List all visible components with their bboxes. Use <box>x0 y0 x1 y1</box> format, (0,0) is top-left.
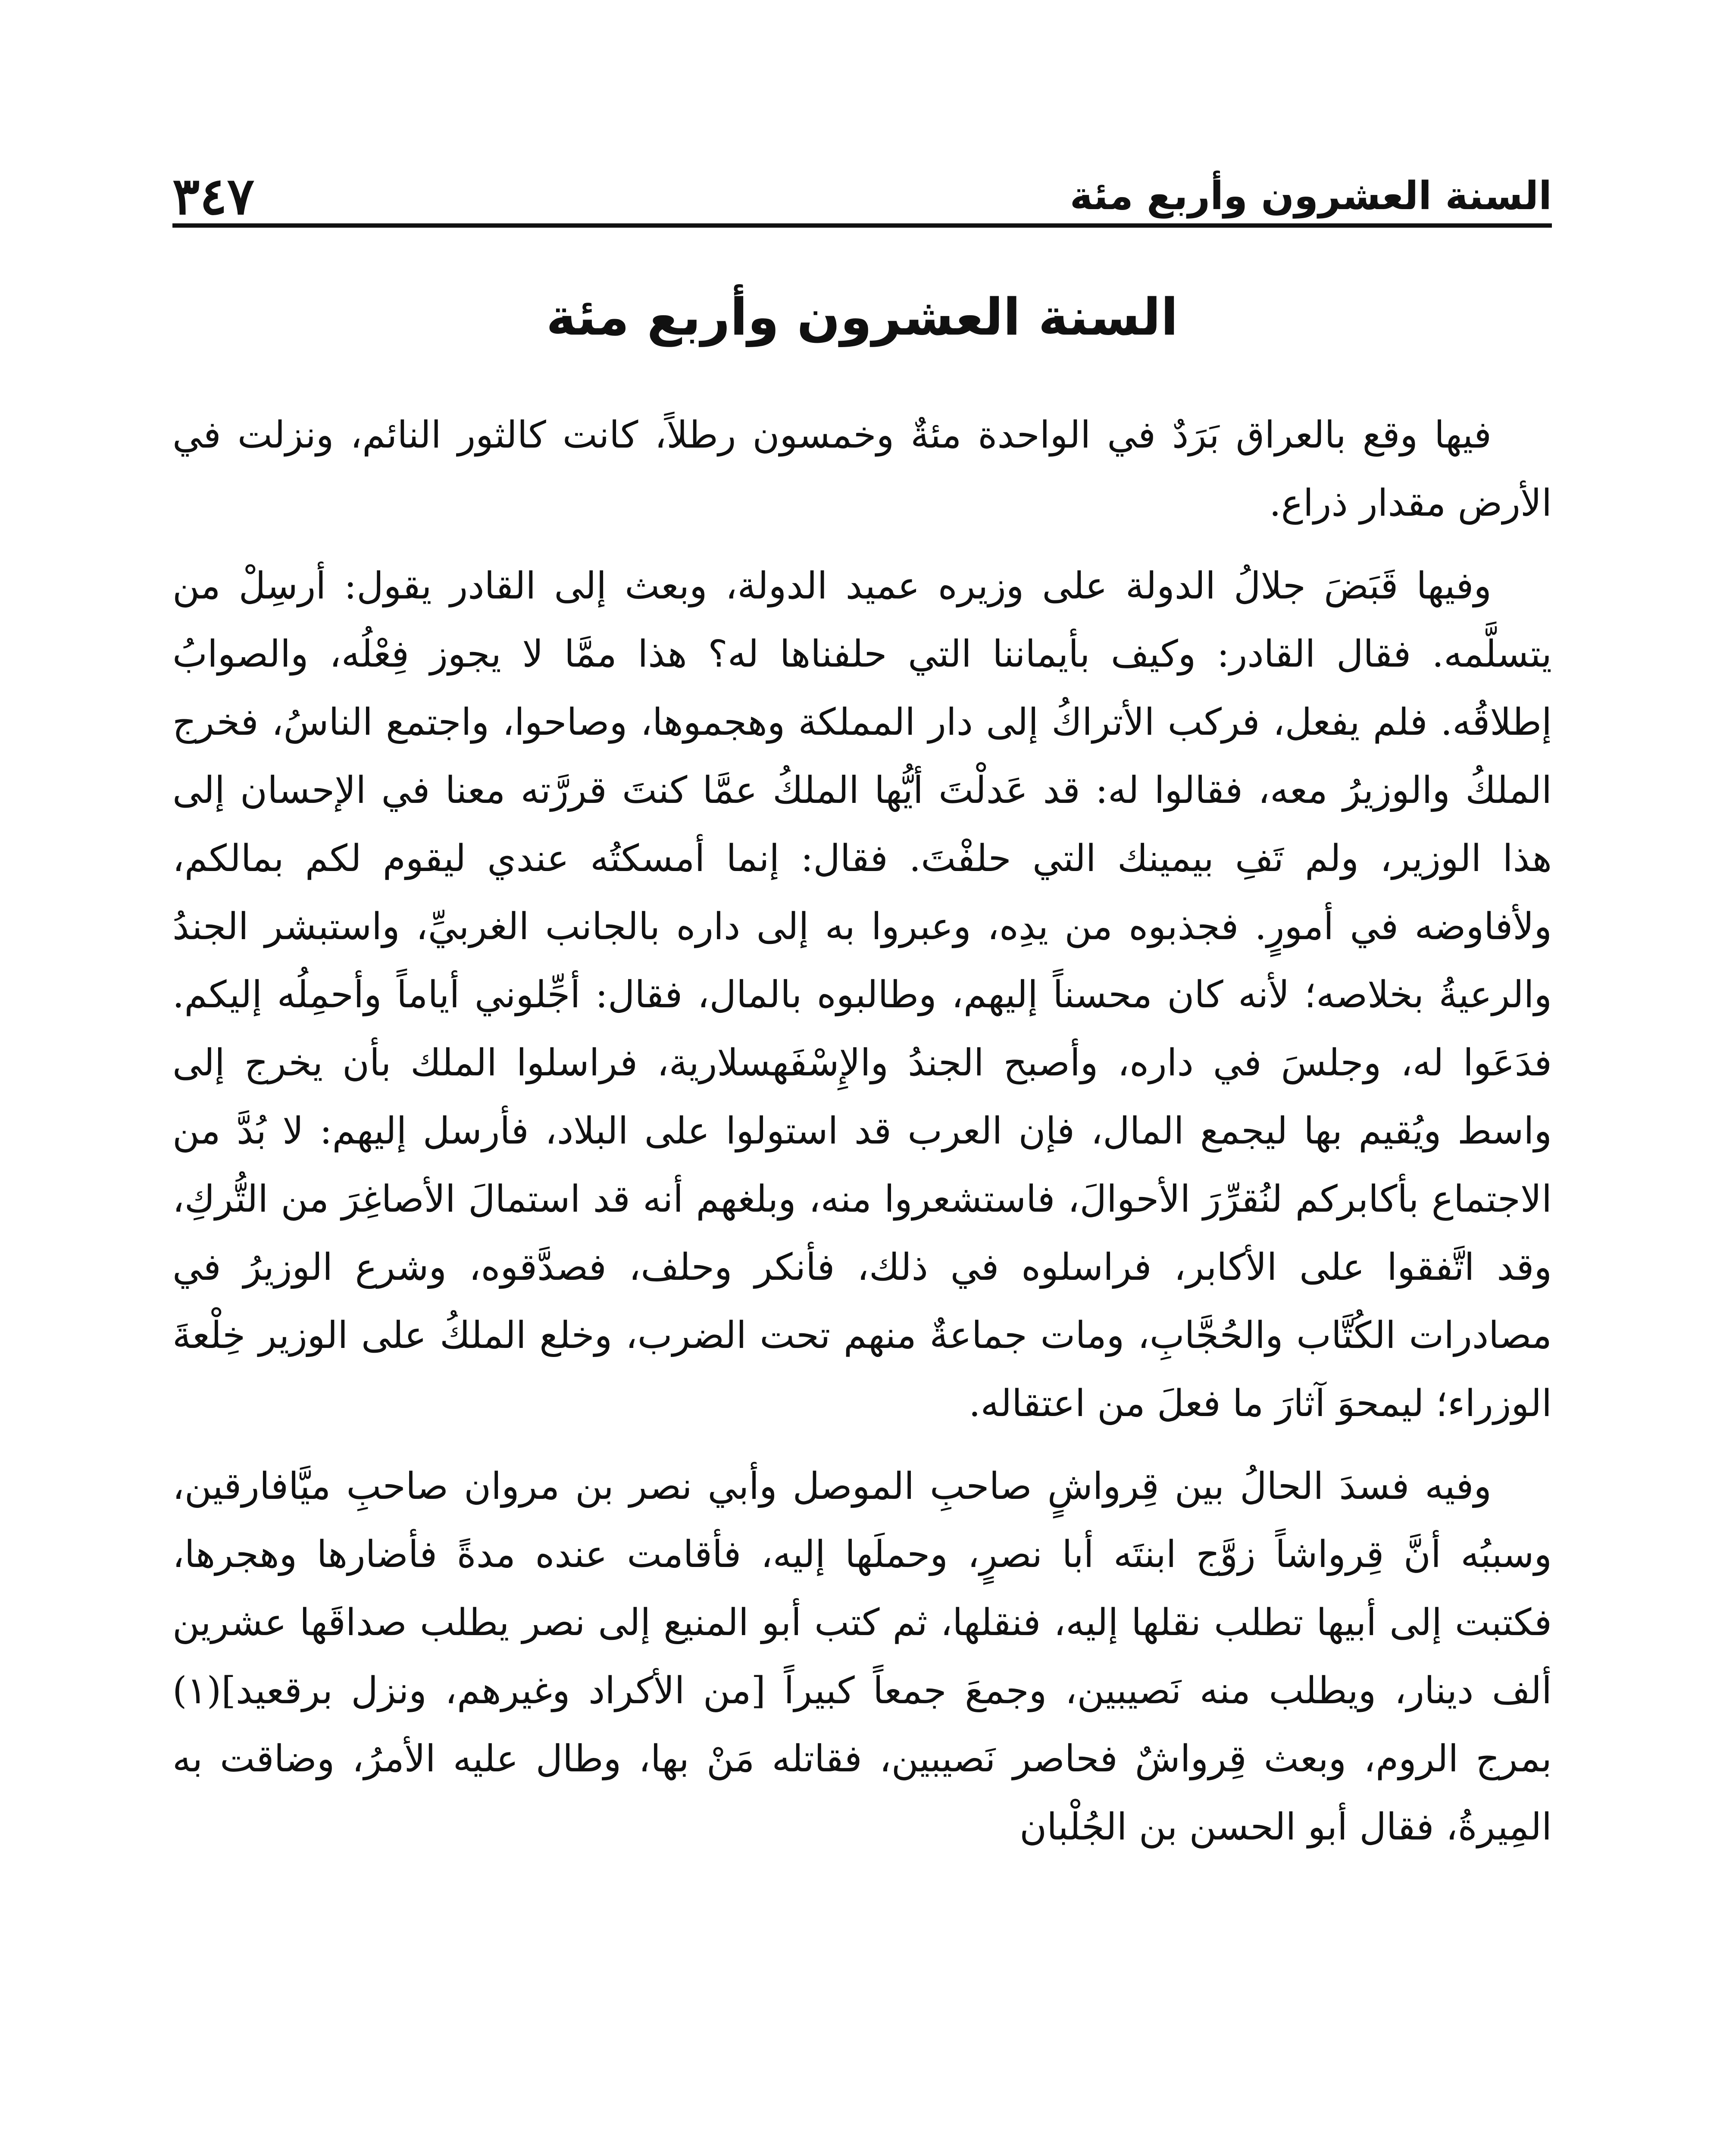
page-number: ٣٤٧ <box>172 166 255 226</box>
running-header <box>172 142 1552 229</box>
body-text <box>172 401 1552 1876</box>
paragraph-hail: فيها وقع بالعراق بَرَدٌ في الواحدة مئةٌ وخمسون رطلاً، كانت كالثور النائم، ونزلت في الأرض مقدار ذراع. <box>172 414 1552 525</box>
running-title: السنة العشرون وأربع مئة <box>1070 173 1552 219</box>
paragraph-vizier-arrest: وفيها قَبَضَ جلالُ الدولة على وزيره عميد الدولة، وبعث إلى القادر يقول: أرسِلْ من يتسلَّمه. فقال القادر: وكيف بأيماننا التي حلفناها له؟ هذا ممَّا لا يجوز فِعْلُه، والصوابُ إطلاقُه. فلم يفعل، فركب الأتراكُ إلى دار المملكة وهجموها، وصاحوا، واجتمع الناسُ، فخرج الملكُ والوزيرُ معه، فقالوا له: قد عَدلْتَ أيُّها الملكُ عمَّا كنتَ قررَّته معنا في الإحسان إلى هذا الوزير، ولم تَفِ بيمينك التي حلفْتَ. فقال: إنما أمسكتُه عندي ليقوم لكم بمالكم، ولأفاوضه في أمورٍ. فجذبوه من يدِه، وعبروا به إلى داره بالجانب الغربيِّ، واستبشر الجندُ والرعيةُ بخلاصه؛ لأنه كان محسناً إليهم، وطالبوه بالمال، فقال: أجِّلوني أياماً وأحمِلُه إليكم. فدَعَوا له، وجلسَ في داره، وأصبح الجندُ والإِسْفَهسلارية، فراسلوا الملك بأن يخرج إلى واسط ويُقيم بها ليجمع المال، فإن العرب قد استولوا على البلاد، فأرسل إليهم: لا بُدَّ من الاجتماع بأكابركم لنُقرِّرَ الأحوالَ، فاستشعروا منه، وبلغهم أنه قد استمالَ الأصاغِرَ من التُّركِ، وقد اتَّفقوا على الأكابر، فراسلوه في ذلك، فأنكر وحلف، فصدَّقوه، وشرع الوزيرُ في مصادرات الكُتَّاب والحُجَّابِ، ومات جماعةٌ منهم تحت الضرب، وخلع الملكُ على الوزير خِلْعةَ الوزراء؛ ليمحوَ آثارَ ما فعلَ من اعتقاله. <box>172 564 1552 1425</box>
header-divider <box>172 223 1552 228</box>
paragraph-qirwash-conflict: وفيه فسدَ الحالُ بين قِرواشٍ صاحبِ الموصل وأبي نصر بن مروان صاحبِ ميَّافارقين، وسببُه أنَّ قِرواشاً زوَّج ابنتَه أبا نصرٍ، وحملَها إليه، فأقامت عنده مدةً فأضارها وهجرها، فكتبت إلى أبيها تطلب نقلها إليه، فنقلها، ثم كتب أبو المنيع إلى نصر يطلب صداقَها عشرين ألف دينار، ويطلب منه نَصيبين، وجمعَ جمعاً كبيراً [من الأكراد وغيرهم، ونزل برقعيد](١) بمرج الروم، وبعث قِرواشٌ فحاصر نَصيبين، فقاتله مَنْ بها، وطال عليه الأمرُ، وضاقت به المِيرةُ، فقال أبو الحسن بن الجُلْبان <box>172 1465 1552 1849</box>
chapter-title: السنة العشرون وأربع مئة <box>546 287 1179 347</box>
